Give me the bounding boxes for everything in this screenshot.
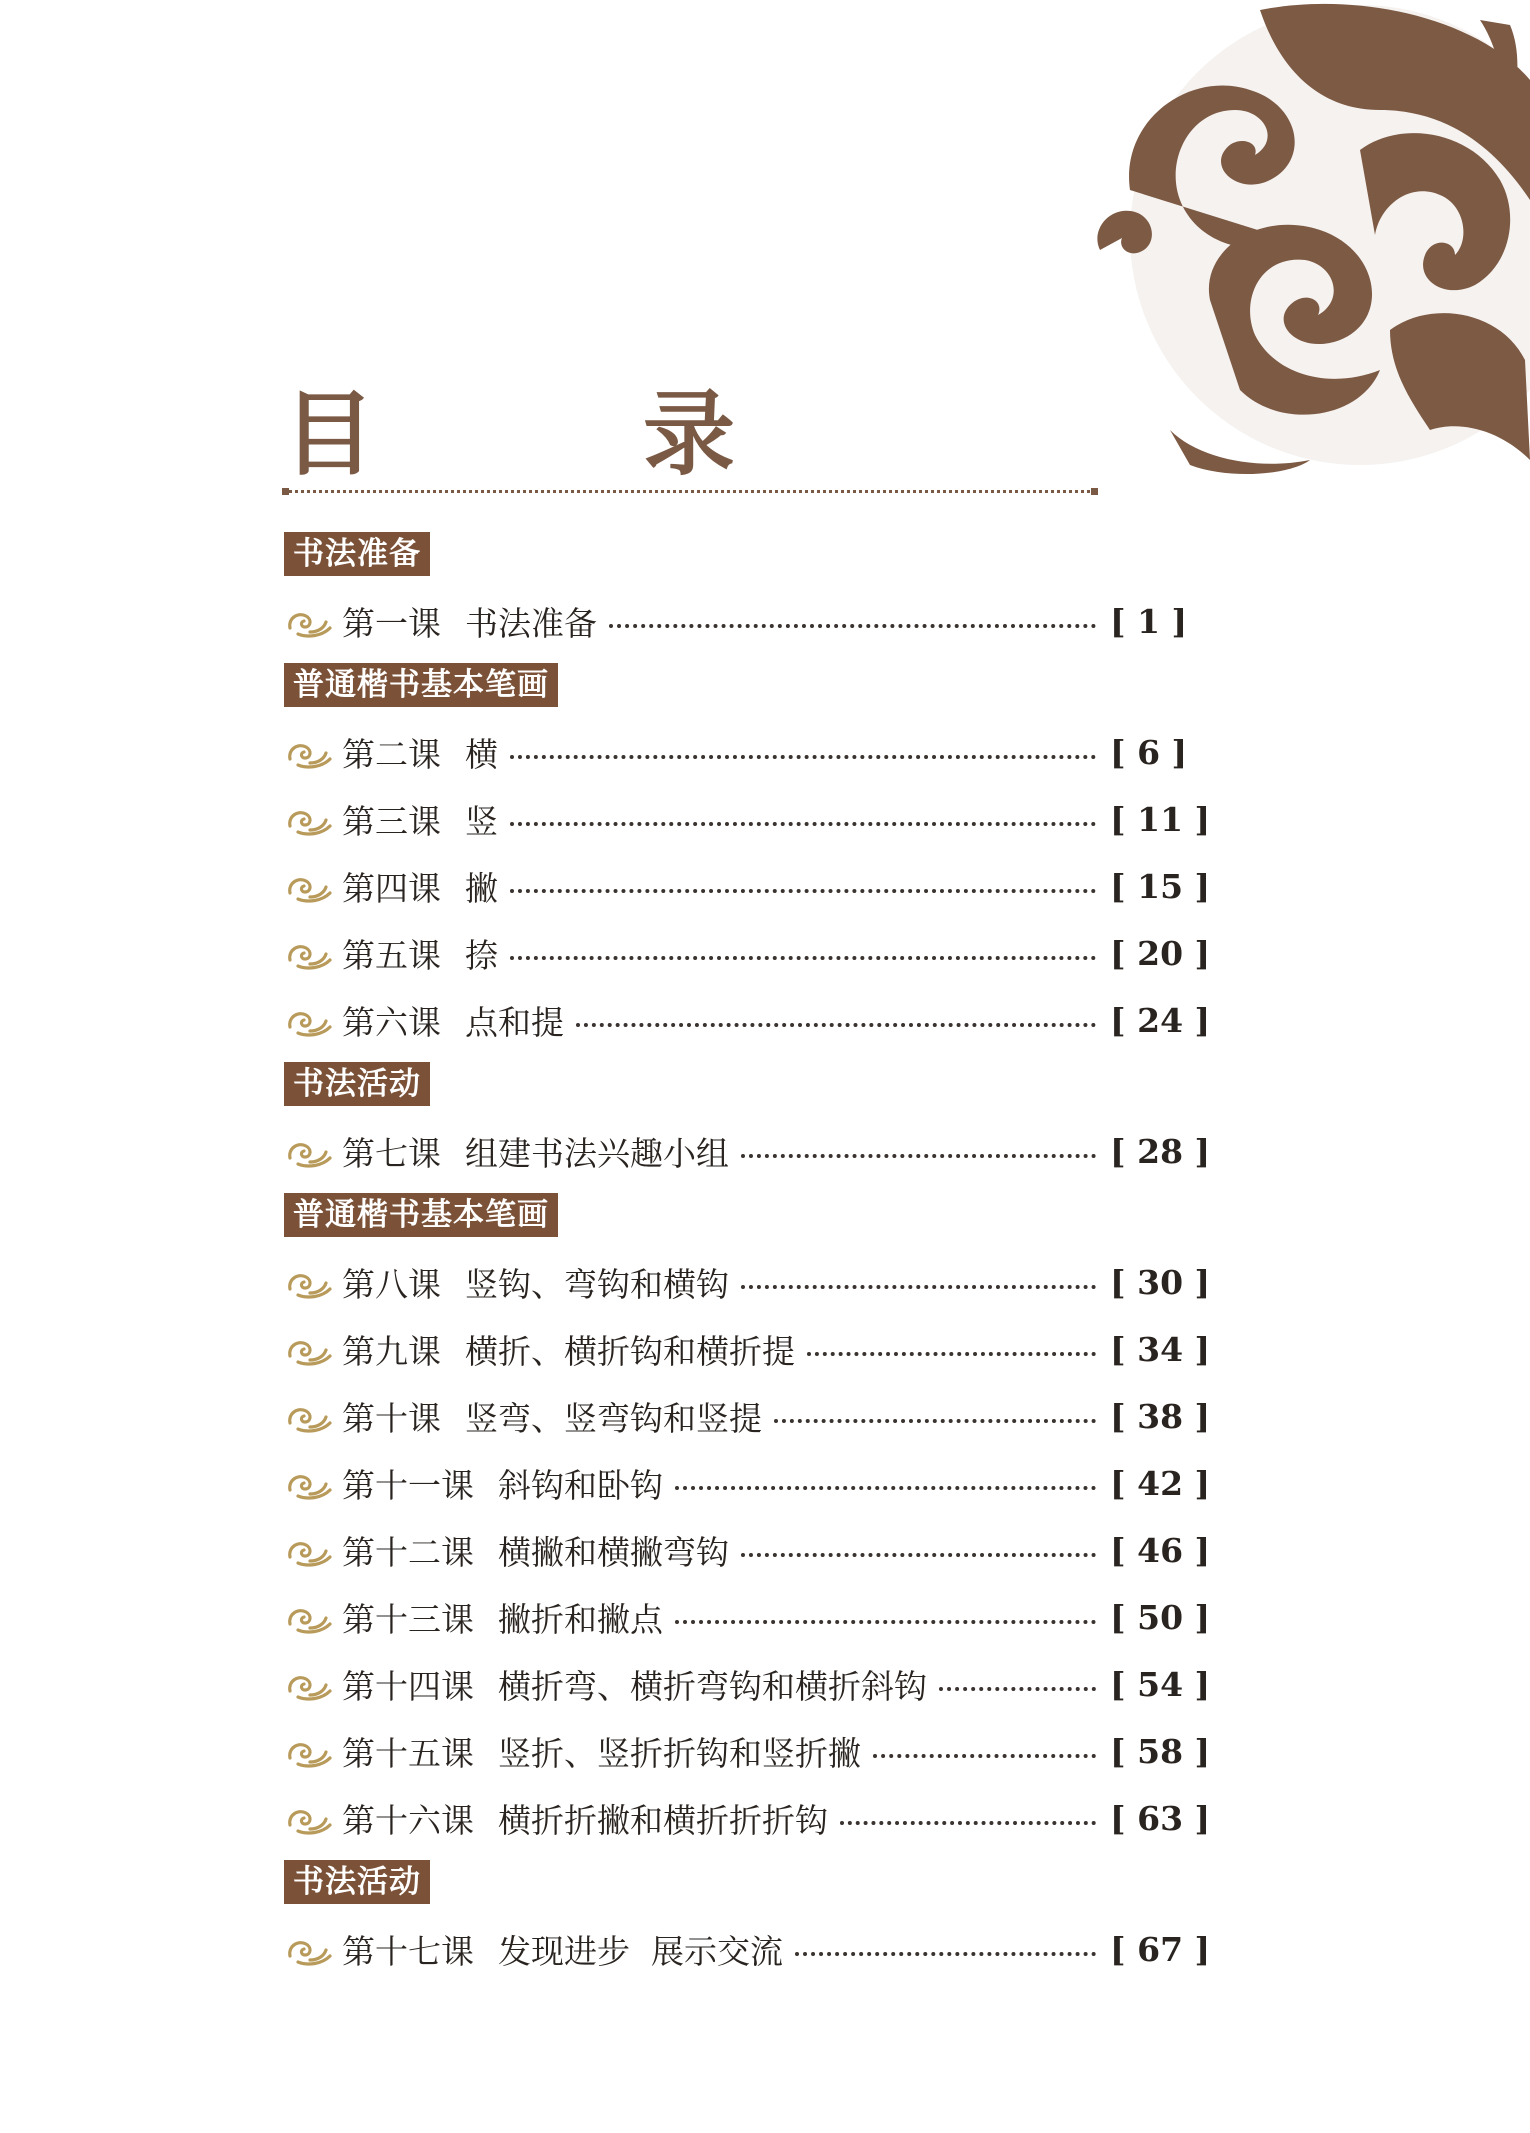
dot-leader bbox=[873, 1754, 1096, 1758]
toc-entry[interactable] bbox=[284, 588, 1188, 655]
table-of-contents bbox=[284, 532, 1211, 1983]
page-number: [ 67 ] bbox=[1110, 1930, 1211, 1969]
lesson-number: 第二课 bbox=[342, 735, 441, 774]
cloud-scroll-icon bbox=[284, 733, 334, 773]
page-number: [ 63 ] bbox=[1110, 1799, 1211, 1838]
cloud-scroll-icon bbox=[284, 1531, 334, 1571]
page-number: [ 58 ] bbox=[1110, 1732, 1211, 1771]
page-number: [ 28 ] bbox=[1110, 1132, 1211, 1171]
lesson-title: 横折、横折钩和横折提 bbox=[465, 1332, 795, 1371]
page-number: [ 15 ] bbox=[1110, 867, 1211, 906]
dot-leader bbox=[609, 624, 1096, 628]
section-heading: 书法准备 bbox=[284, 532, 430, 576]
cloud-scroll-icon bbox=[284, 1732, 334, 1772]
lesson-number: 第十二课 bbox=[342, 1533, 474, 1572]
lesson-title: 竖折、竖折折钩和竖折撇 bbox=[498, 1734, 861, 1773]
lesson-number: 第十三课 bbox=[342, 1600, 474, 1639]
toc-entry[interactable] bbox=[284, 719, 1188, 786]
lesson-title: 捺 bbox=[465, 936, 498, 975]
lesson-number: 第一课 bbox=[342, 604, 441, 643]
dot-leader bbox=[741, 1154, 1096, 1158]
toc-entry[interactable] bbox=[284, 786, 1211, 853]
lesson-number: 第十六课 bbox=[342, 1801, 474, 1840]
lesson-title: 横折折撇和横折折折钩 bbox=[498, 1801, 828, 1840]
toc-entry[interactable] bbox=[284, 920, 1211, 987]
toc-entry[interactable] bbox=[284, 1316, 1211, 1383]
page-number: [ 6 ] bbox=[1110, 733, 1188, 772]
cloud-scroll-icon bbox=[284, 1598, 334, 1638]
toc-entry[interactable] bbox=[284, 1718, 1211, 1785]
dot-leader bbox=[510, 956, 1096, 960]
section-heading: 普通楷书基本笔画 bbox=[284, 663, 558, 707]
lesson-number: 第九课 bbox=[342, 1332, 441, 1371]
dot-leader bbox=[741, 1285, 1096, 1289]
dot-leader bbox=[741, 1553, 1096, 1557]
cloud-scroll-icon bbox=[284, 867, 334, 907]
page-number: [ 20 ] bbox=[1110, 934, 1211, 973]
cloud-scroll-icon bbox=[284, 1464, 334, 1504]
cloud-scroll-icon bbox=[284, 602, 334, 642]
lesson-title: 点和提 bbox=[465, 1003, 564, 1042]
toc-entry[interactable] bbox=[284, 1118, 1211, 1185]
auspicious-cloud-ornament bbox=[1060, 0, 1530, 480]
dot-leader bbox=[939, 1687, 1096, 1691]
dot-leader bbox=[510, 755, 1096, 759]
page-number: [ 54 ] bbox=[1110, 1665, 1211, 1704]
dot-leader bbox=[807, 1352, 1096, 1356]
section-heading: 书法活动 bbox=[284, 1860, 430, 1904]
lesson-title: 横撇和横撇弯钩 bbox=[498, 1533, 729, 1572]
cloud-scroll-icon bbox=[284, 934, 334, 974]
section-heading: 普通楷书基本笔画 bbox=[284, 1193, 558, 1237]
lesson-number: 第三课 bbox=[342, 802, 441, 841]
lesson-title: 撇 bbox=[465, 869, 498, 908]
dot-leader bbox=[510, 822, 1096, 826]
lesson-number: 第十课 bbox=[342, 1399, 441, 1438]
lesson-title: 竖弯、竖弯钩和竖提 bbox=[465, 1399, 762, 1438]
dot-leader bbox=[675, 1486, 1096, 1490]
toc-entry[interactable] bbox=[284, 987, 1211, 1054]
lesson-number: 第十五课 bbox=[342, 1734, 474, 1773]
cloud-scroll-icon bbox=[284, 1330, 334, 1370]
cloud-scroll-icon bbox=[284, 1799, 334, 1839]
page-number: [ 11 ] bbox=[1110, 800, 1211, 839]
lesson-title: 撇折和撇点 bbox=[498, 1600, 663, 1639]
lesson-title: 组建书法兴趣小组 bbox=[465, 1134, 729, 1173]
cloud-scroll-icon bbox=[284, 1263, 334, 1303]
title-divider bbox=[284, 490, 1096, 493]
page-number: [ 50 ] bbox=[1110, 1598, 1211, 1637]
toc-entry[interactable] bbox=[284, 1383, 1211, 1450]
lesson-number: 第七课 bbox=[342, 1134, 441, 1173]
page-number: [ 38 ] bbox=[1110, 1397, 1211, 1436]
toc-entry[interactable] bbox=[284, 1785, 1211, 1852]
dot-leader bbox=[774, 1419, 1096, 1423]
lesson-number: 第六课 bbox=[342, 1003, 441, 1042]
toc-entry[interactable] bbox=[284, 1450, 1211, 1517]
page-number: [ 30 ] bbox=[1110, 1263, 1211, 1302]
cloud-scroll-icon bbox=[284, 1132, 334, 1172]
lesson-number: 第十七课 bbox=[342, 1932, 474, 1971]
page-number: [ 24 ] bbox=[1110, 1001, 1211, 1040]
lesson-number: 第十四课 bbox=[342, 1667, 474, 1706]
lesson-title: 竖 bbox=[465, 802, 498, 841]
lesson-title: 横折弯、横折弯钩和横折斜钩 bbox=[498, 1667, 927, 1706]
dot-leader bbox=[576, 1023, 1096, 1027]
toc-entry[interactable] bbox=[284, 1249, 1211, 1316]
lesson-title: 书法准备 bbox=[465, 604, 597, 643]
page-number: [ 1 ] bbox=[1110, 602, 1188, 641]
cloud-scroll-icon bbox=[284, 1930, 334, 1970]
page-number: [ 34 ] bbox=[1110, 1330, 1211, 1369]
lesson-number: 第十一课 bbox=[342, 1466, 474, 1505]
toc-entry[interactable] bbox=[284, 1517, 1211, 1584]
section-heading: 书法活动 bbox=[284, 1062, 430, 1106]
toc-entry[interactable] bbox=[284, 1916, 1211, 1983]
cloud-scroll-icon bbox=[284, 1001, 334, 1041]
cloud-scroll-icon bbox=[284, 1665, 334, 1705]
lesson-title: 竖钩、弯钩和横钩 bbox=[465, 1265, 729, 1304]
toc-entry[interactable] bbox=[284, 1651, 1211, 1718]
page-number: [ 46 ] bbox=[1110, 1531, 1211, 1570]
lesson-number: 第四课 bbox=[342, 869, 441, 908]
lesson-number: 第五课 bbox=[342, 936, 441, 975]
lesson-title: 发现进步 展示交流 bbox=[498, 1932, 783, 1971]
page-number: [ 42 ] bbox=[1110, 1464, 1211, 1503]
lesson-title: 斜钩和卧钩 bbox=[498, 1466, 663, 1505]
dot-leader bbox=[510, 889, 1096, 893]
dot-leader bbox=[840, 1821, 1096, 1825]
cloud-scroll-icon bbox=[284, 800, 334, 840]
dot-leader bbox=[675, 1620, 1096, 1624]
lesson-title: 横 bbox=[465, 735, 498, 774]
toc-entry[interactable] bbox=[284, 1584, 1211, 1651]
lesson-number: 第八课 bbox=[342, 1265, 441, 1304]
cloud-scroll-icon bbox=[284, 1397, 334, 1437]
dot-leader bbox=[795, 1952, 1096, 1956]
toc-entry[interactable] bbox=[284, 853, 1211, 920]
page-title: 目 录 bbox=[283, 380, 824, 488]
